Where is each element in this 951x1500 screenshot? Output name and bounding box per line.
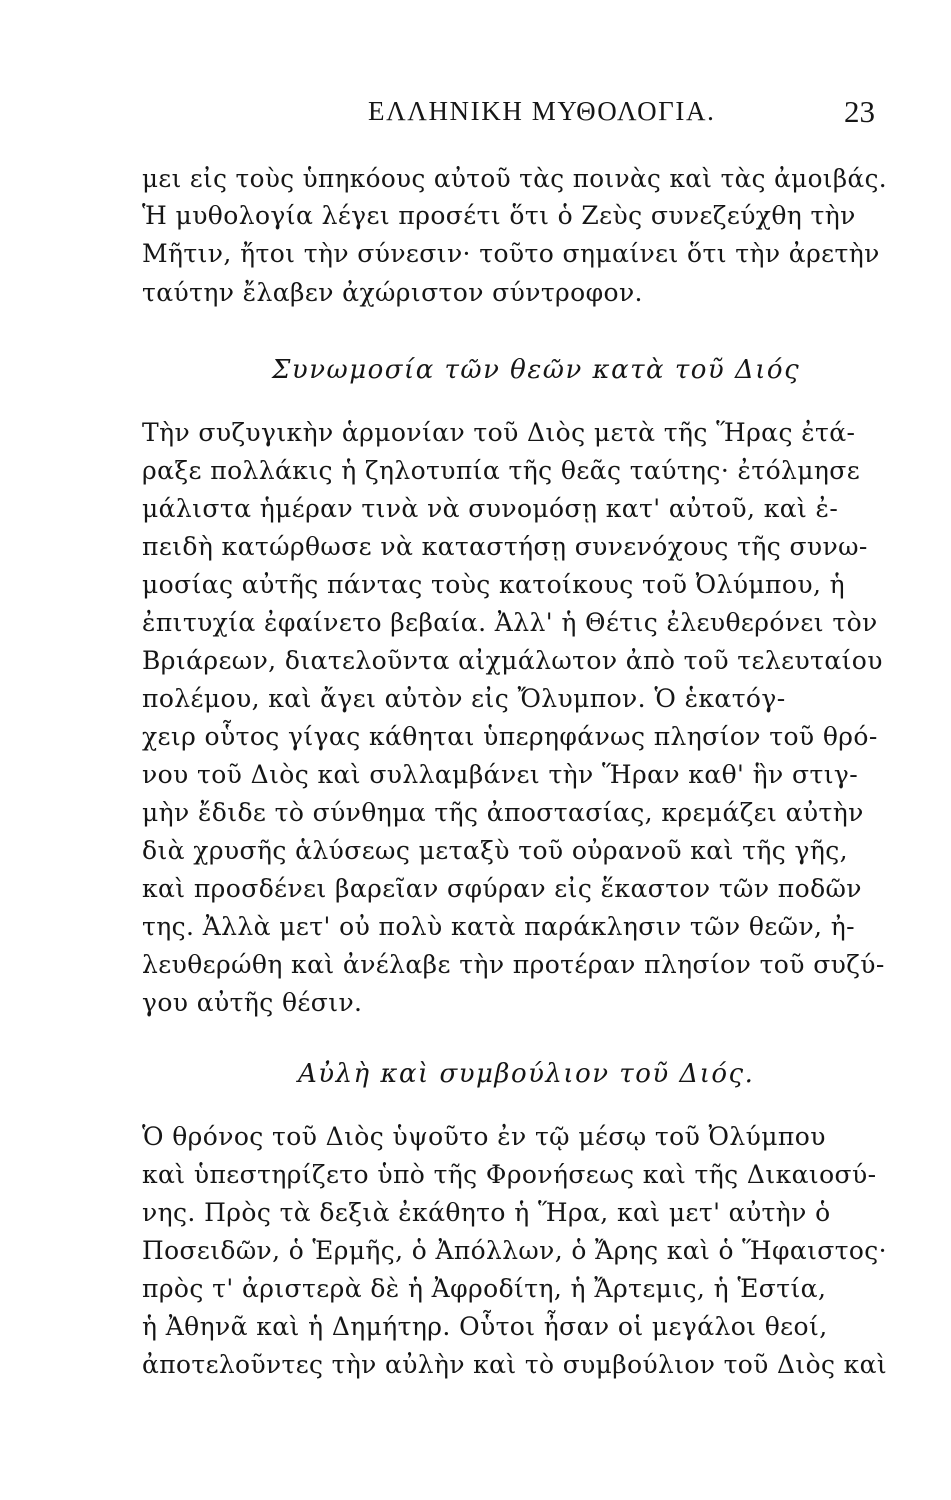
paragraph-line: ραξε πολλάκις ἡ ζηλοτυπία τῆς θεᾶς ταύτης· ἐτόλμησε — [142, 456, 861, 485]
running-title: ΕΛΛΗΝΙΚΗ ΜΥΘΟΛΟΓΙΑ. — [368, 96, 716, 126]
paragraph-line: καὶ προσδένει βαρεῖαν σφύραν εἰς ἕκαστον τῶν ποδῶν — [142, 874, 862, 903]
paragraph-line: ἀποτελοῦντες τὴν αὐλὴν καὶ τὸ συμβούλιον τοῦ Διὸς καὶ — [142, 1350, 888, 1379]
paragraph-line: Βριάρεων, διατελοῦντα αἰχμάλωτον ἀπὸ τοῦ τελευταίου — [142, 646, 883, 675]
paragraph-line: της. Ἀλλὰ μετ' οὐ πολὺ κατὰ παράκλησιν τῶν θεῶν, ἠ- — [142, 912, 855, 941]
paragraph-line: μὴν ἔδιδε τὸ σύνθημα τῆς ἀποστασίας, κρεμάζει αὐτὴν — [142, 798, 864, 827]
paragraph-line: διὰ χρυσῆς ἁλύσεως μεταξὺ τοῦ οὐρανοῦ καὶ τῆς γῆς, — [142, 836, 848, 865]
paragraph-line: ἐπιτυχία ἐφαίνετο βεβαία. Ἀλλ' ἡ Θέτις ἐλευθερόνει τὸν — [142, 608, 878, 637]
intro-line: ταύτην ἔλαβεν ἀχώριστον σύντροφον. — [142, 278, 643, 307]
paragraph-line: νου τοῦ Διὸς καὶ συλλαμβάνει τὴν Ἥραν καθ' ἣν στιγ- — [142, 760, 859, 789]
paragraph-line: Τὴν συζυγικὴν ἁρμονίαν τοῦ Διὸς μετὰ τῆς Ἥρας ἐτά- — [142, 418, 856, 447]
paragraph-line: πρὸς τ' ἀριστερὰ δὲ ἡ Ἀφροδίτη, ἡ Ἄρτεμις, ἡ Ἑστία, — [142, 1274, 827, 1303]
paragraph-line: μάλιστα ἡμέραν τινὰ νὰ συνομόσῃ κατ' αὐτοῦ, καὶ ἐ- — [142, 494, 839, 523]
paragraph-line: μοσίας αὐτῆς πάντας τοὺς κατοίκους τοῦ Ὀλύμπου, ἡ — [142, 570, 846, 599]
paragraph-line: ἡ Ἀθηνᾶ καὶ ἡ Δημήτηρ. Οὗτοι ἦσαν οἱ μεγάλοι θεοί, — [142, 1312, 828, 1341]
section-heading-court: Αὐλὴ καὶ συμβούλιον τοῦ Διός. — [298, 1059, 755, 1089]
paragraph-line: Ποσειδῶν, ὁ Ἑρμῆς, ὁ Ἀπόλλων, ὁ Ἄρης καὶ ὁ Ἥφαιστος· — [142, 1236, 887, 1265]
intro-line: Ἡ μυθολογία λέγει προσέτι ὅτι ὁ Ζεὺς συνεζεύχθη τὴν — [142, 201, 856, 230]
page-number: 23 — [844, 94, 875, 129]
page-header — [368, 96, 875, 136]
paragraph-line: πολέμου, καὶ ἄγει αὐτὸν εἰς Ὄλυμπον. Ὁ ἑκατόγ- — [142, 684, 786, 713]
paragraph-line: νης. Πρὸς τὰ δεξιὰ ἐκάθητο ἡ Ἥρα, καὶ μετ' αὐτὴν ὁ — [142, 1198, 831, 1227]
paragraph-line: γου αὐτῆς θέσιν. — [142, 988, 363, 1017]
paragraph-line: Ὁ θρόνος τοῦ Διὸς ὑψοῦτο ἐν τῷ μέσῳ τοῦ Ὀλύμπου — [142, 1122, 826, 1151]
paragraph-line: πειδὴ κατώρθωσε νὰ καταστήσῃ συνενόχους τῆς συνω- — [142, 532, 868, 561]
paragraph-line: χειρ οὗτος γίγας κάθηται ὑπερηφάνως πλησίον τοῦ θρό- — [142, 722, 878, 751]
paragraph-line: καὶ ὑπεστηρίζετο ὑπὸ τῆς Φρονήσεως καὶ τῆς Δικαιοσύ- — [142, 1160, 877, 1189]
intro-line: Μῆτιν, ἤτοι τὴν σύνεσιν· τοῦτο σημαίνει ὅτι τὴν ἀρετὴν — [142, 239, 880, 268]
paragraph-line: λευθερώθη καὶ ἀνέλαβε τὴν προτέραν πλησίον τοῦ συζύ- — [142, 950, 885, 979]
intro-line: μει εἰς τοὺς ὑπηκόους αὐτοῦ τὰς ποινὰς καὶ τὰς ἀμοιβάς. — [142, 164, 888, 193]
section-heading-conspiracy: Συνωμοσία τῶν θεῶν κατὰ τοῦ Διός — [272, 355, 801, 385]
